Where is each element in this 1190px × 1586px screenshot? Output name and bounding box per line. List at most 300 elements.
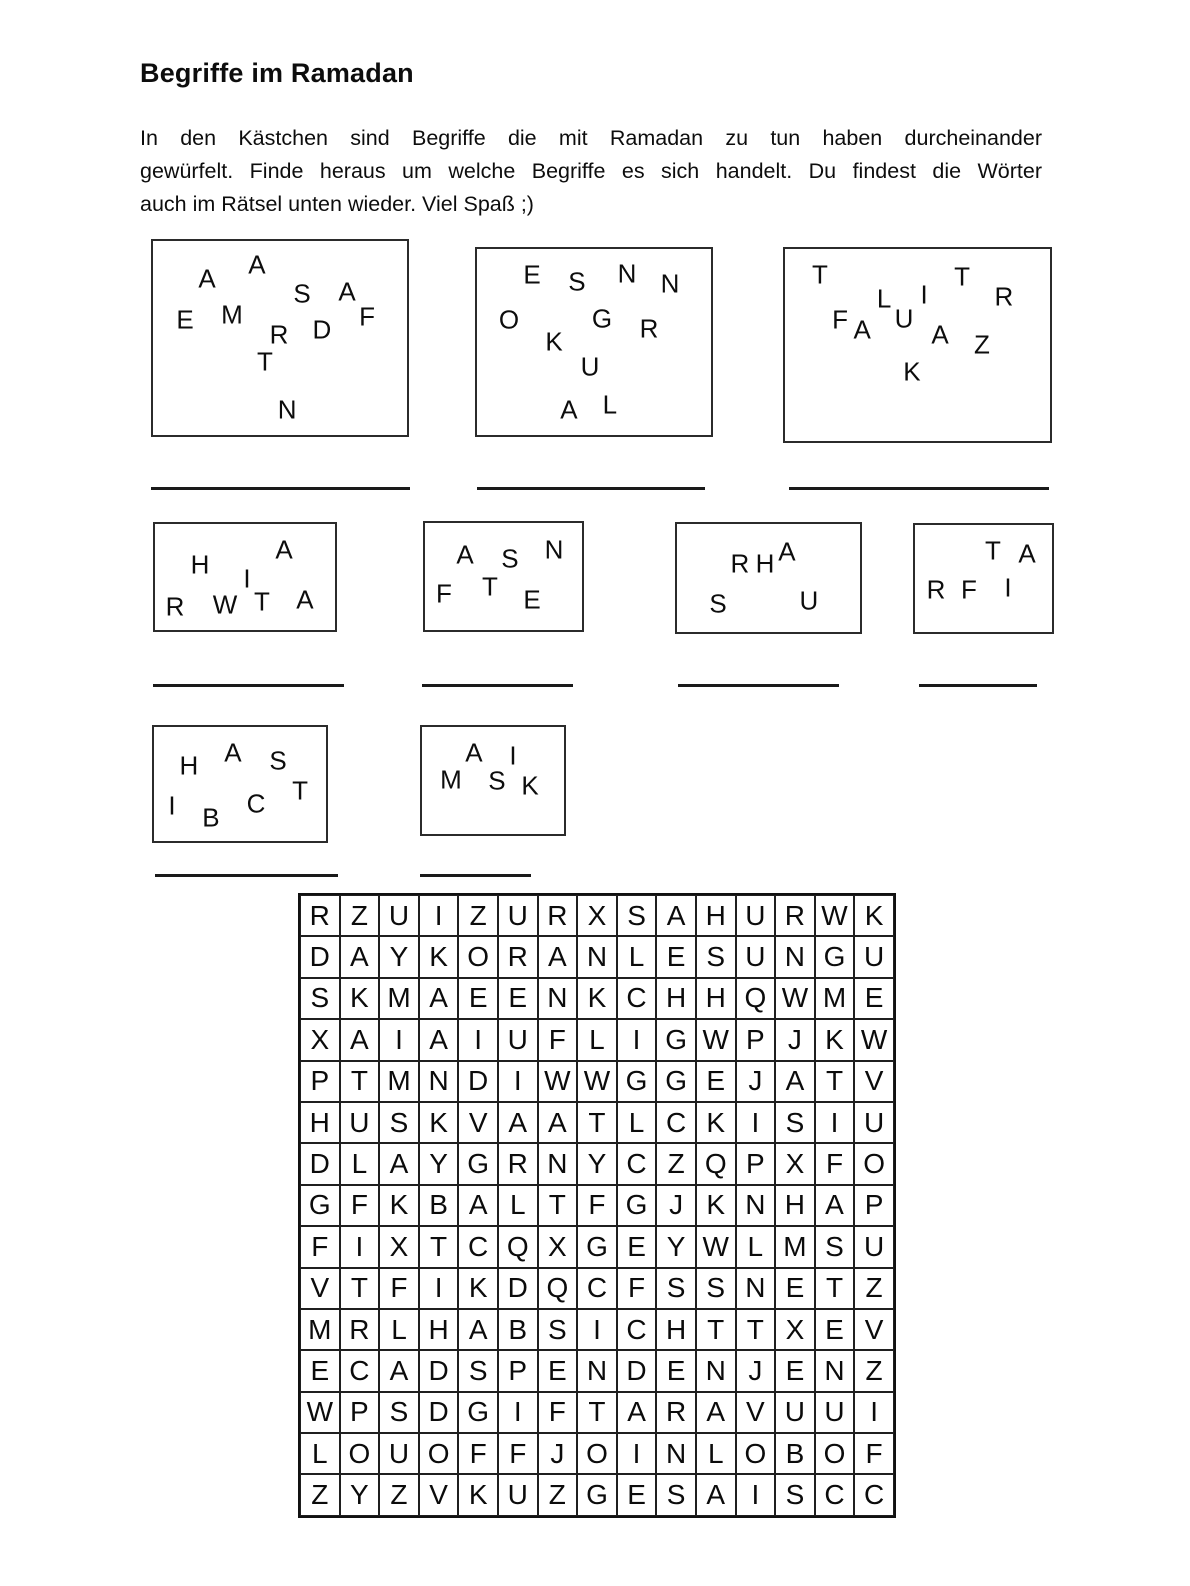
grid-cell: V [736,1392,776,1433]
scrambled-letter: A [853,314,871,345]
scrambled-letter: M [440,764,462,795]
grid-cell: A [340,936,380,977]
scramble-box [675,522,862,634]
grid-cell: K [379,1185,419,1226]
grid-cell: F [340,1185,380,1226]
grid-cell: T [538,1185,578,1226]
scrambled-letter: N [544,534,564,565]
grid-cell: H [656,978,696,1019]
grid-cell: Z [854,1268,894,1309]
scrambled-letter: A [275,534,293,565]
grid-cell: P [498,1350,538,1391]
grid-cell: E [815,1309,855,1350]
grid-cell: E [775,1268,815,1309]
grid-cell: I [577,1309,617,1350]
grid-cell: C [617,978,657,1019]
grid-cell: Z [656,1143,696,1184]
grid-cell: A [617,1392,657,1433]
grid-cell: L [379,1309,419,1350]
grid-cell: W [300,1392,340,1433]
scrambled-letter: L [602,389,618,420]
grid-cell: O [340,1433,380,1474]
scrambled-letter: S [709,588,727,619]
grid-cell: X [538,1226,578,1267]
grid-cell: N [775,936,815,977]
grid-cell: S [458,1350,498,1391]
grid-cell: X [379,1226,419,1267]
grid-cell: I [498,1392,538,1433]
grid-cell: I [340,1226,380,1267]
grid-cell: S [379,1102,419,1143]
grid-cell: A [538,1102,578,1143]
scrambled-letter: S [269,745,287,776]
intro-line: auch im Rätsel unten wieder. Viel Spaß ;) [140,192,534,216]
grid-cell: O [736,1433,776,1474]
grid-cell: D [300,936,340,977]
grid-cell: K [696,1185,736,1226]
answer-line [420,874,531,877]
grid-cell: U [379,1433,419,1474]
grid-cell: J [736,1061,776,1102]
answer-line [919,684,1037,687]
grid-cell: N [736,1185,776,1226]
intro-line: In den Kästchen sind Begriffe die mit Ramadan zu tun haben durcheinander [140,126,1042,150]
grid-cell: N [538,1143,578,1184]
grid-cell: L [577,1019,617,1060]
grid-cell: F [538,1392,578,1433]
scrambled-letter: A [338,276,356,307]
grid-cell: I [815,1102,855,1143]
grid-cell: K [458,1474,498,1515]
grid-cell: S [379,1392,419,1433]
grid-cell: Y [340,1474,380,1515]
grid-cell: I [854,1392,894,1433]
grid-cell: T [696,1309,736,1350]
scrambled-letter: A [296,584,314,615]
grid-cell: G [656,1019,696,1060]
grid-cell: R [498,1143,538,1184]
grid-cell: W [775,978,815,1019]
grid-cell: N [538,978,578,1019]
scrambled-letter: A [224,737,242,768]
grid-cell: E [656,1350,696,1391]
grid-cell: G [300,1185,340,1226]
grid-cell: R [538,895,578,936]
grid-cell: H [300,1102,340,1143]
grid-cell: K [854,895,894,936]
scrambled-letter: F [832,304,849,335]
scramble-box [423,521,584,632]
scrambled-letter: H [190,549,210,580]
grid-cell: H [696,895,736,936]
scrambled-letter: D [312,314,332,345]
scrambled-letter: T [482,571,498,602]
grid-cell: V [458,1102,498,1143]
scrambled-letter: R [730,548,750,579]
grid-cell: C [577,1268,617,1309]
grid-cell: A [340,1019,380,1060]
intro-paragraph [140,122,1042,221]
scramble-box [913,523,1054,634]
grid-cell: X [775,1143,815,1184]
grid-cell: D [458,1061,498,1102]
scrambled-letter: A [248,249,266,280]
grid-cell: X [577,895,617,936]
grid-cell: Z [854,1350,894,1391]
grid-cell: F [617,1268,657,1309]
grid-cell: S [656,1268,696,1309]
scrambled-letter: U [580,351,600,382]
grid-cell: T [736,1309,776,1350]
grid-cell: D [419,1392,459,1433]
grid-cell: Y [656,1226,696,1267]
grid-cell: J [775,1019,815,1060]
scrambled-letter: N [277,394,297,425]
scrambled-letter: N [617,258,637,289]
grid-cell: W [696,1226,736,1267]
grid-cell: A [696,1392,736,1433]
grid-cell: U [498,895,538,936]
grid-cell: X [775,1309,815,1350]
grid-cell: T [577,1392,617,1433]
grid-cell: T [419,1226,459,1267]
scrambled-letter: F [961,574,977,605]
grid-cell: U [815,1392,855,1433]
grid-cell: B [498,1309,538,1350]
grid-cell: A [419,1019,459,1060]
grid-cell: S [538,1309,578,1350]
grid-cell: K [340,978,380,1019]
grid-cell: I [458,1019,498,1060]
scrambled-letter: T [954,261,970,292]
grid-cell: N [577,1350,617,1391]
grid-cell: P [736,1143,776,1184]
grid-cell: C [617,1309,657,1350]
grid-cell: E [775,1350,815,1391]
scrambled-letter: A [560,394,578,425]
grid-cell: Q [736,978,776,1019]
scrambled-letter: G [591,303,613,334]
grid-cell: L [617,1102,657,1143]
scrambled-letter: B [202,802,220,833]
grid-cell: F [379,1268,419,1309]
grid-cell: L [340,1143,380,1184]
grid-cell: N [577,936,617,977]
grid-cell: U [736,895,776,936]
intro-line: gewürfelt. Finde heraus um welche Begriffe es sich handelt. Du findest die Wörter [140,159,1042,183]
grid-cell: L [617,936,657,977]
grid-cell: T [577,1102,617,1143]
grid-cell: W [854,1019,894,1060]
grid-cell: E [656,936,696,977]
grid-cell: N [656,1433,696,1474]
grid-cell: Z [300,1474,340,1515]
grid-cell: Z [458,895,498,936]
grid-cell: F [300,1226,340,1267]
scrambled-letter: N [660,268,680,299]
grid-cell: O [854,1143,894,1184]
grid-cell: C [854,1474,894,1515]
grid-cell: P [854,1185,894,1226]
scrambled-letter: T [253,586,270,617]
scrambled-letter: M [221,299,243,330]
grid-cell: L [696,1433,736,1474]
scrambled-letter: K [521,770,539,801]
grid-cell: Y [379,936,419,977]
grid-cell: Q [696,1143,736,1184]
scramble-box [475,247,713,437]
scrambled-letter: L [876,283,892,314]
scrambled-letter: H [179,750,199,781]
scrambled-letter: R [994,281,1014,312]
grid-cell: U [854,936,894,977]
grid-cell: G [617,1185,657,1226]
grid-cell: O [577,1433,617,1474]
grid-cell: G [815,936,855,977]
scramble-box [151,239,409,437]
grid-cell: P [300,1061,340,1102]
scrambled-letter: S [293,278,311,309]
grid-cell: B [775,1433,815,1474]
scrambled-letter: A [1018,538,1036,569]
grid-cell: S [815,1226,855,1267]
grid-cell: Q [538,1268,578,1309]
scrambled-letter: A [931,319,949,350]
grid-cell: I [617,1019,657,1060]
grid-cell: W [538,1061,578,1102]
grid-cell: E [300,1350,340,1391]
grid-cell: R [340,1309,380,1350]
grid-cell: O [458,936,498,977]
grid-cell: F [498,1433,538,1474]
grid-cell: R [656,1392,696,1433]
scrambled-letter: S [568,266,586,297]
grid-cell: W [577,1061,617,1102]
grid-cell: C [656,1102,696,1143]
scrambled-letter: Z [973,329,990,360]
scrambled-letter: R [926,574,946,605]
scrambled-letter: R [165,591,185,622]
scrambled-letter: T [812,259,828,290]
grid-cell: J [656,1185,696,1226]
grid-cell: I [419,895,459,936]
scramble-box [153,522,337,632]
grid-cell: K [696,1102,736,1143]
grid-cell: P [736,1019,776,1060]
grid-cell: N [696,1350,736,1391]
scramble-box [152,725,328,843]
scrambled-letter: K [903,356,921,387]
grid-cell: M [300,1309,340,1350]
scrambled-letter: U [799,585,819,616]
grid-cell: U [379,895,419,936]
scrambled-letter: A [778,536,796,567]
answer-line [155,874,338,877]
grid-cell: H [656,1309,696,1350]
grid-cell: F [538,1019,578,1060]
grid-cell: Z [340,895,380,936]
scrambled-letter: W [212,589,238,620]
grid-cell: V [300,1268,340,1309]
grid-cell: S [775,1102,815,1143]
grid-cell: F [815,1143,855,1184]
grid-cell: U [854,1102,894,1143]
answer-line [678,684,839,687]
grid-cell: Z [538,1474,578,1515]
grid-cell: Q [498,1226,538,1267]
grid-cell: A [656,895,696,936]
answer-line [151,487,410,490]
grid-cell: I [498,1061,538,1102]
grid-cell: U [736,936,776,977]
grid-cell: A [775,1061,815,1102]
grid-cell: A [458,1309,498,1350]
grid-cell: R [300,895,340,936]
grid-cell: A [815,1185,855,1226]
scrambled-letter: S [501,543,519,574]
scrambled-letter: T [984,535,1001,566]
scrambled-letter: I [920,279,928,310]
scrambled-letter: I [509,740,517,771]
grid-cell: D [617,1350,657,1391]
scrambled-letter: T [257,346,273,377]
grid-cell: N [736,1268,776,1309]
grid-cell: G [458,1392,498,1433]
grid-cell: T [815,1268,855,1309]
grid-cell: D [300,1143,340,1184]
grid-cell: K [419,1102,459,1143]
scrambled-letter: U [894,303,914,334]
grid-cell: G [577,1474,617,1515]
grid-cell: F [854,1433,894,1474]
grid-cell: T [340,1268,380,1309]
scrambled-letter: R [269,319,289,350]
grid-cell: R [498,936,538,977]
grid-cell: V [854,1309,894,1350]
grid-cell: W [696,1019,736,1060]
scrambled-letter: F [436,578,452,609]
grid-cell: I [736,1102,776,1143]
grid-cell: K [419,936,459,977]
grid-cell: I [419,1268,459,1309]
scramble-box [783,247,1052,443]
grid-cell: M [379,978,419,1019]
grid-cell: K [815,1019,855,1060]
scrambled-letter: H [755,548,775,579]
grid-cell: E [458,978,498,1019]
scrambled-letter: S [488,765,506,796]
grid-cell: I [736,1474,776,1515]
grid-cell: V [854,1061,894,1102]
grid-cell: J [736,1350,776,1391]
grid-cell: A [696,1474,736,1515]
scrambled-letter: F [359,301,376,332]
grid-cell: D [498,1268,538,1309]
grid-cell: H [775,1185,815,1226]
grid-cell: X [300,1019,340,1060]
answer-line [153,684,344,687]
grid-cell: S [696,1268,736,1309]
grid-cell: T [815,1061,855,1102]
grid-cell: T [340,1061,380,1102]
grid-cell: S [775,1474,815,1515]
answer-line [477,487,705,490]
grid-cell: M [775,1226,815,1267]
grid-cell: F [458,1433,498,1474]
grid-cell: E [617,1474,657,1515]
grid-cell: I [617,1433,657,1474]
grid-cell: E [538,1350,578,1391]
scrambled-letter: C [246,788,266,819]
grid-cell: A [379,1143,419,1184]
grid-cell: U [498,1474,538,1515]
answer-line [422,684,573,687]
grid-cell: C [340,1350,380,1391]
grid-cell: F [577,1185,617,1226]
answer-line [789,487,1049,490]
grid-cell: O [815,1433,855,1474]
scrambled-letter: E [176,304,194,335]
grid-cell: I [379,1019,419,1060]
grid-cell: Y [419,1143,459,1184]
scrambled-letter: A [198,263,216,294]
grid-cell: E [498,978,538,1019]
grid-cell: C [617,1143,657,1184]
grid-cell: U [775,1392,815,1433]
grid-cell: O [419,1433,459,1474]
scrambled-letter: E [523,584,541,615]
scrambled-letter: A [456,539,474,570]
grid-cell: U [340,1102,380,1143]
grid-cell: N [815,1350,855,1391]
wordsearch-grid [298,893,896,1518]
grid-cell: R [775,895,815,936]
grid-cell: S [696,936,736,977]
grid-cell: S [617,895,657,936]
grid-cell: S [656,1474,696,1515]
grid-cell: Z [379,1474,419,1515]
grid-cell: G [458,1143,498,1184]
grid-cell: C [458,1226,498,1267]
grid-cell: C [815,1474,855,1515]
grid-cell: K [458,1268,498,1309]
grid-cell: S [300,978,340,1019]
scrambled-letter: I [168,790,176,821]
scrambled-letter: R [639,313,659,344]
grid-cell: L [498,1185,538,1226]
grid-cell: U [854,1226,894,1267]
scrambled-letter: E [523,259,541,290]
grid-cell: H [419,1309,459,1350]
grid-cell: B [419,1185,459,1226]
grid-cell: V [419,1474,459,1515]
scrambled-letter: O [498,304,520,335]
scrambled-letter: I [1004,572,1012,603]
grid-cell: L [736,1226,776,1267]
grid-cell: W [815,895,855,936]
grid-cell: H [696,978,736,1019]
page-title: Begriffe im Ramadan [140,58,414,88]
scrambled-letter: A [465,737,483,768]
grid-cell: A [498,1102,538,1143]
grid-cell: G [656,1061,696,1102]
grid-cell: A [538,936,578,977]
grid-cell: E [617,1226,657,1267]
grid-cell: Y [577,1143,617,1184]
grid-cell: A [458,1185,498,1226]
grid-cell: K [577,978,617,1019]
grid-cell: M [815,978,855,1019]
